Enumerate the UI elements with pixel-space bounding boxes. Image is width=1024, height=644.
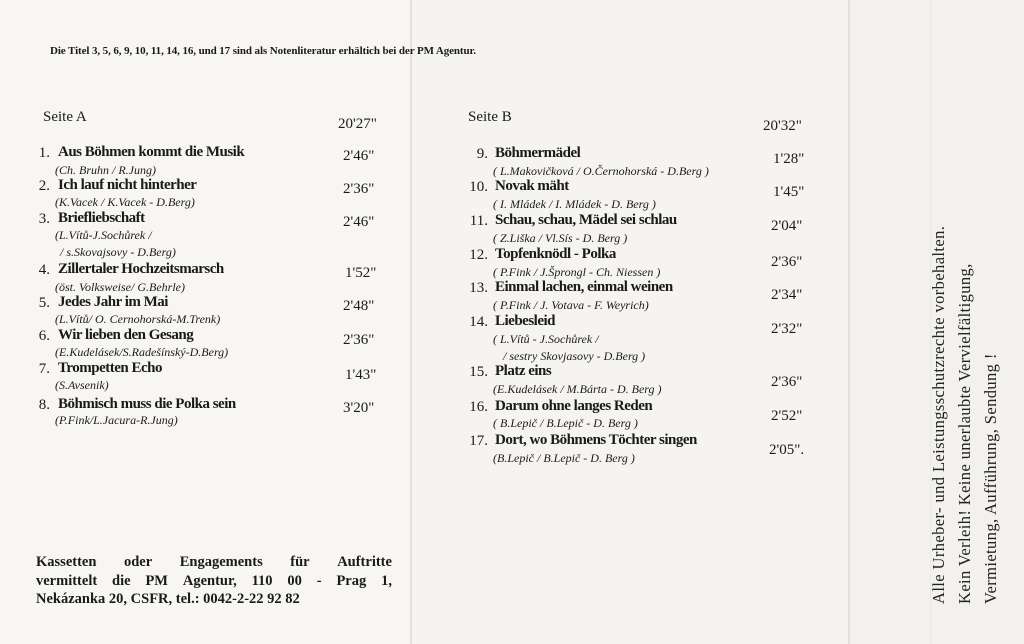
side-a-title: Seite A: [43, 109, 87, 125]
track-duration: 2'04": [771, 218, 803, 234]
track-credit: (B.Lepič / B.Lepič - D. Berg ): [493, 451, 635, 465]
track-credit: (E.Kudelásek/S.Radešínský-D.Berg): [55, 345, 229, 359]
side-b-title: Seite B: [468, 109, 512, 125]
track-duration: 1'52": [345, 265, 377, 281]
track-title: Topfenknödl - Polka: [495, 246, 616, 262]
track-duration: 2'32": [771, 321, 803, 337]
contact-line: Kassetten oder Engagements für Auftritte: [36, 554, 392, 570]
track-number: 1.: [38, 145, 50, 161]
track-number: 6.: [38, 328, 50, 344]
track-credit: (öst. Volksweise/ G.Behrle): [55, 280, 185, 294]
track-duration: 2'36": [343, 181, 375, 197]
track-credit-continued: / s.Skovajsovy - D.Berg): [60, 245, 176, 259]
booking-contact: [36, 553, 392, 609]
track-title: Böhmisch muss die Polka sein: [58, 396, 236, 412]
track-number: 16.: [469, 399, 488, 415]
track-title: Darum ohne langes Reden: [495, 398, 653, 414]
side-a-total: 20'27": [338, 116, 377, 132]
track-credit: (L.Vítů/ O. Cernohorská-M.Trenk): [55, 312, 221, 326]
contact-address: Nekázanka 20, CSFR, tel.: 0042-2-22 92 82: [36, 591, 300, 607]
track-duration: 2'46": [343, 214, 375, 230]
track-credit: ( I. Mládek / I. Mládek - D. Berg ): [493, 197, 656, 211]
track-credit: ( B.Lepič / B.Lepič - D. Berg ): [493, 416, 638, 430]
track-number: 13.: [469, 280, 488, 296]
track-duration: 2'34": [771, 287, 803, 303]
track-title: Platz eins: [495, 363, 552, 379]
track-credit: (P.Fink/L.Jacura-R.Jung): [55, 413, 178, 427]
track-number: 5.: [38, 295, 50, 311]
track-number: 10.: [469, 179, 488, 195]
track-title: Trompetten Echo: [58, 360, 163, 376]
track-title: Böhmermädel: [495, 145, 581, 161]
track-title: Dort, wo Böhmens Töchter singen: [495, 432, 697, 448]
track-title: Einmal lachen, einmal weinen: [495, 279, 673, 295]
track-credit: (Ch. Bruhn / R.Jung): [55, 163, 156, 177]
track-number: 9.: [476, 146, 488, 162]
track-duration: 3'20": [343, 400, 375, 416]
track-credit: ( L.Makovičková / O.Černohorská - D.Berg ): [493, 164, 709, 178]
rights-line: Alle Urheber- und Leistungsschutzrechte vorbehalten.: [929, 225, 948, 604]
track-credit: (K.Vacek / K.Vacek - D.Berg): [55, 195, 195, 209]
track-duration: 2'52": [771, 408, 803, 424]
track-number: 2.: [38, 178, 50, 194]
track-number: 11.: [469, 213, 488, 229]
track-number: 8.: [38, 397, 50, 413]
track-number: 14.: [469, 314, 488, 330]
track-duration: 2'36": [343, 332, 375, 348]
fold-line: [410, 0, 412, 644]
track-duration: 1'28": [773, 151, 805, 167]
track-credit: ( P.Fink / J.Šprongl - Ch. Niessen ): [493, 265, 661, 279]
track-duration: 2'36": [771, 374, 803, 390]
track-duration: 1'43": [345, 367, 377, 383]
track-credit: (S.Avsenik): [55, 378, 109, 392]
track-title: Liebesleid: [495, 313, 556, 329]
track-number: 17.: [469, 433, 488, 449]
track-title: Briefliebschaft: [58, 210, 145, 226]
track-credit: ( P.Fink / J. Votava - F. Weyrich): [493, 298, 649, 312]
track-title: Aus Böhmen kommt die Musik: [58, 144, 245, 160]
track-title: Schau, schau, Mädel sei schlau: [495, 212, 677, 228]
copyright-notice: [926, 226, 1004, 604]
track-duration: 2'36": [771, 254, 803, 270]
track-number: 12.: [469, 247, 488, 263]
track-credit: ( Z.Liška / Vl.Sís - D. Berg ): [493, 231, 628, 245]
rights-line: Kein Verleih! Keine unerlaubte Vervielfältigung,: [955, 263, 974, 604]
track-duration: 2'48": [343, 298, 375, 314]
sheet-music-notice: Die Titel 3, 5, 6, 9, 10, 11, 14, 16, und 17 sind als Notenliteratur erhältich bei der PM Agentur.: [50, 45, 476, 57]
track-title: Wir lieben den Gesang: [58, 327, 194, 343]
track-credit: ( L.Vítů - J.Sochůrek /: [493, 332, 599, 346]
track-number: 3.: [38, 211, 50, 227]
track-title: Novak mäht: [495, 178, 569, 194]
track-credit: (E.Kudelásek / M.Bárta - D. Berg ): [493, 382, 662, 396]
fold-line: [848, 0, 850, 644]
track-number: 4.: [38, 262, 50, 278]
rights-line: Vermietung, Aufführung, Sendung !: [981, 353, 1000, 604]
track-credit: (L.Vítů-J.Sochůrek /: [55, 228, 152, 242]
track-number: 7.: [38, 361, 50, 377]
track-credit-continued: / sestry Skovjasovy - D.Berg ): [503, 349, 646, 363]
track-title: Ich lauf nicht hinterher: [58, 177, 197, 193]
track-duration: 1'45": [773, 184, 805, 200]
track-duration: 2'05".: [769, 442, 805, 458]
track-number: 15.: [469, 364, 488, 380]
side-b-total: 20'32": [763, 118, 802, 134]
track-title: Zillertaler Hochzeitsmarsch: [58, 261, 224, 277]
track-duration: 2'46": [343, 148, 375, 164]
track-title: Jedes Jahr im Mai: [58, 294, 168, 310]
contact-line: vermittelt die PM Agentur, 110 00 - Prag 1,: [36, 572, 392, 589]
